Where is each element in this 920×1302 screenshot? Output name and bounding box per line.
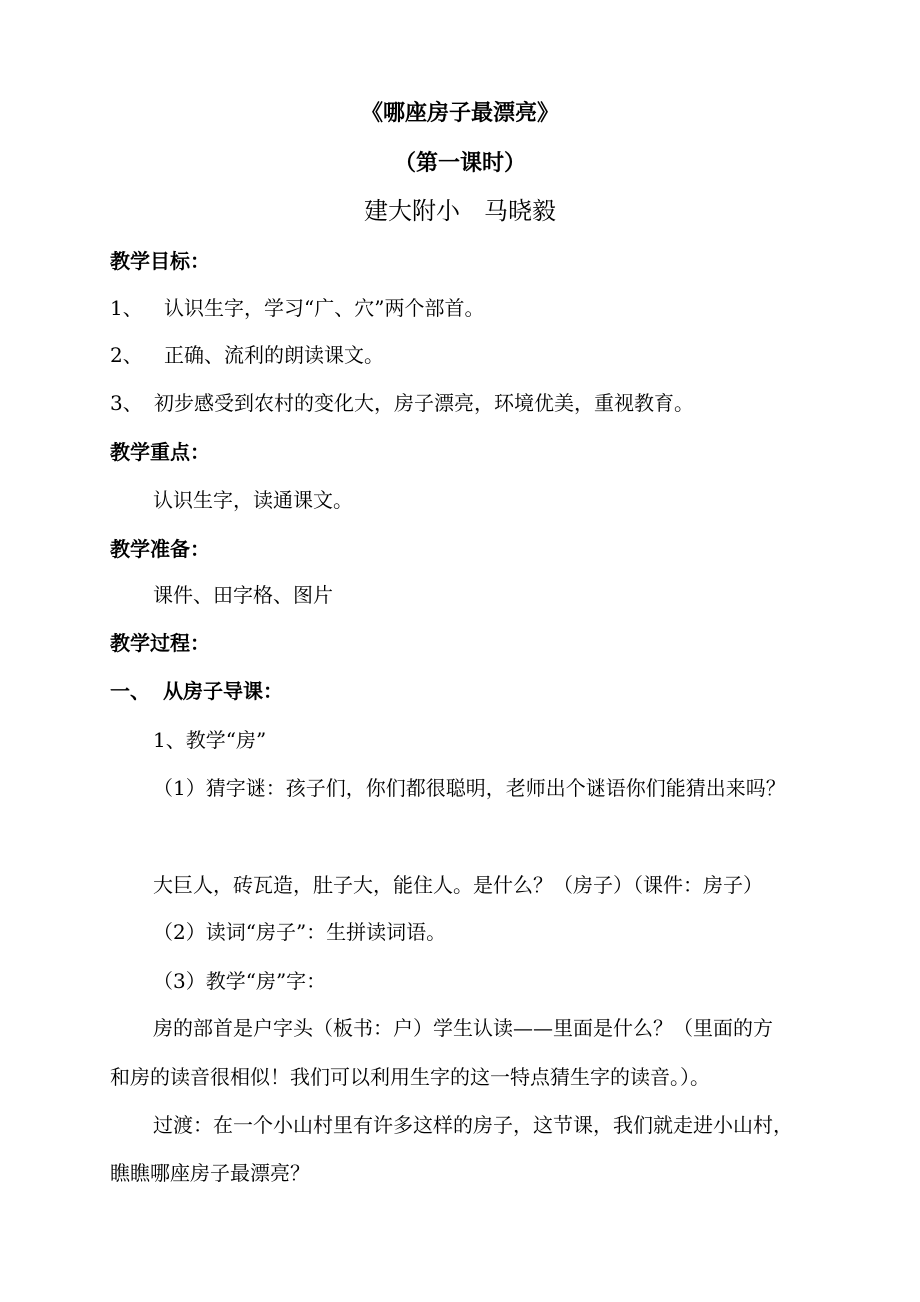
section-heading — [110, 679, 283, 703]
objective-text: 认识生字，学习“广、穴”两个部首。 — [164, 296, 485, 320]
objective-text: 正确、流利的朗读课文。 — [164, 343, 384, 367]
objective-item-1 — [110, 296, 484, 320]
radical-paragraph-line-2: 和房的读音很相似！我们可以利用生字的这一特点猜生字的读音。）。 — [110, 1065, 710, 1089]
objective-number: 2、 — [110, 343, 143, 367]
process-heading: 教学过程： — [110, 631, 210, 655]
objectives-heading: 教学目标： — [110, 249, 210, 273]
riddle-intro: （1）猜字谜：孩子们，你们都很聪明，老师出个谜语你们能猜出来吗？ — [153, 776, 786, 800]
preparation-text: 课件、田字格、图片 — [153, 583, 333, 607]
transition-paragraph-line-2: 瞧瞧哪座房子最漂亮？ — [110, 1161, 310, 1185]
read-words-step: （2）读词“房子”：生拼读词语。 — [153, 920, 447, 944]
objective-number: 3、 — [110, 391, 143, 415]
riddle-text: 大巨人，砖瓦造，肚子大，能住人。是什么？（房子）（课件：房子） — [153, 873, 763, 897]
preparation-heading: 教学准备： — [110, 537, 210, 561]
objective-item-3 — [110, 391, 694, 415]
transition-paragraph-line-1: 过渡：在一个小山村里有许多这样的房子，这节课，我们就走进小山村， — [153, 1113, 793, 1137]
document-title: 《哪座房子最漂亮》 — [360, 101, 559, 126]
objective-item-2 — [110, 343, 384, 367]
section-number: 一、 — [110, 679, 150, 703]
section-title: 从房子导课： — [163, 679, 283, 703]
teach-char-step: （3）教学“房”字： — [153, 969, 327, 993]
document-author: 建大附小 马晓毅 — [364, 197, 556, 225]
step-1-label: 1、教学“房” — [153, 728, 267, 752]
document-subtitle: （第一课时） — [393, 151, 526, 176]
objective-number: 1、 — [110, 296, 143, 320]
radical-paragraph-line-1: 房的部首是户字头（板书：户）学生认读——里面是什么？（里面的方 — [153, 1016, 773, 1040]
key-points-text: 认识生字，读通课文。 — [153, 488, 353, 512]
objective-text: 初步感受到农村的变化大，房子漂亮，环境优美，重视教育。 — [154, 391, 694, 415]
key-points-heading: 教学重点： — [110, 440, 210, 464]
